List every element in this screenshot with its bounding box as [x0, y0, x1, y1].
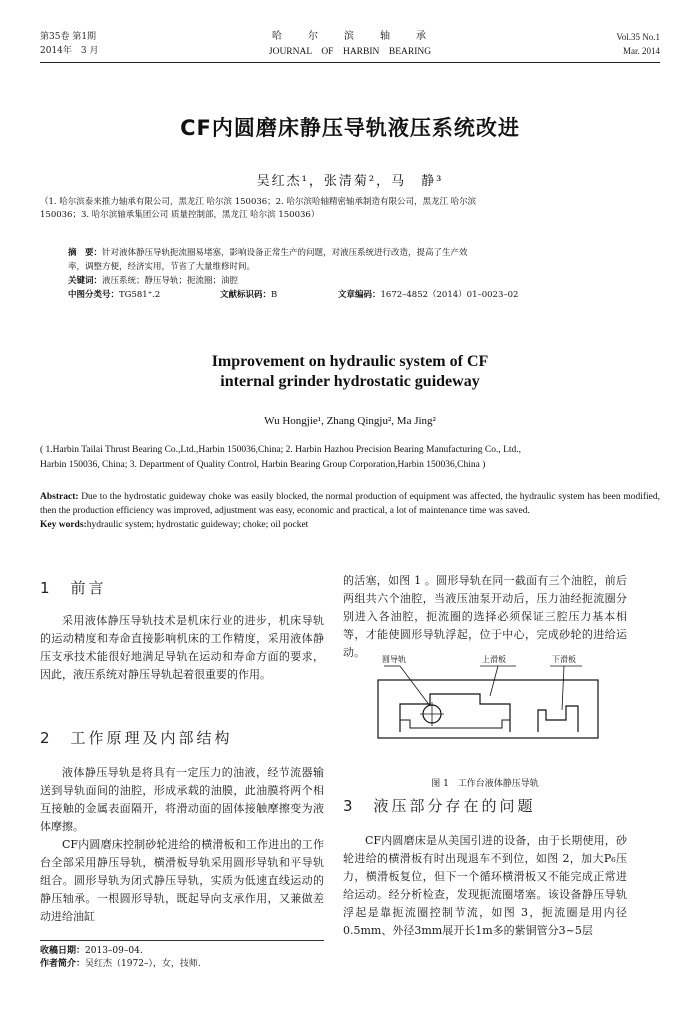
round-guide-leader	[400, 666, 430, 706]
clc-number: TG581⁺.2	[119, 290, 161, 300]
affiliation-en-line2: Harbin 150036, China; 3. Department of Quality Control, Harbin Bearing Group Corporation,Harbin 150036,China )	[40, 460, 486, 470]
received-label: 收稿日期：	[40, 946, 86, 956]
paper-title-en-line1: Improvement on hydraulic system of CF	[211, 353, 489, 370]
section-1-paragraph: 采用液体静压导轨技术是机床行业的进步，机床导轨的运动精度和寿命直接影响机床的工作精度，采用液体静压支承技术能很好地满足导轨在运动和寿命方面的要求，因此，液压系统对静压导轨起着很重要的作用。	[40, 614, 324, 681]
authors-cn: 吴红杰¹，张清菊²，马 静³	[256, 174, 444, 189]
article-id: 1672–4852（2014）01–0023–02	[380, 290, 519, 300]
upper-slide	[400, 694, 510, 732]
label-round-guide: 圆导轨	[382, 655, 406, 664]
footnote-rule	[40, 940, 324, 941]
date-cn: 2014年 3 月	[40, 46, 99, 56]
section-2-paragraph-1: 液体静压导轨是将具有一定压力的油液，经节流器输送到导轨面间的油腔，形成承载的油膜，此油膜将两个相互接触的金属表面隔开，将滑动面的固体接触摩擦变为液体摩擦。	[40, 766, 324, 833]
label-upper-slide: 上滑板	[482, 655, 506, 664]
section-1-heading: 1 前言	[40, 579, 107, 597]
upper-slide-lower	[400, 720, 510, 732]
author-bio-label: 作者简介：	[40, 959, 86, 969]
label-lower-slide: 下滑板	[552, 655, 576, 664]
authors-en: Wu Hongjie¹, Zhang Qingju², Ma Jing²	[264, 415, 436, 427]
date-en: Mar. 2014	[623, 46, 660, 56]
section-3-paragraph: CF内圆磨床是从美国引进的设备，由于长期使用，砂轮进给的横滑板有时出现退车不到位，如图 2，加大P₆压力，横滑板复位，但下一个循环横滑板又不能完成正常进给运动。经分析检查，发现扼流圈堵塞。该设备静压导轨浮起是靠扼流圈控制节流，如图 3，扼流圈是用内径0.5mm、外径3mm展开长1m多的紫铜管分3~5层	[343, 834, 627, 937]
section-2-heading: 2 工作原理及内部结构	[40, 729, 233, 747]
volume-issue-cn: 第35卷 第1期	[40, 32, 97, 42]
abstract-cn	[68, 246, 638, 302]
volume-issue-en: Vol.35 No.1	[616, 32, 660, 42]
section-2-body	[40, 764, 324, 926]
article-id-label: 文章编码：	[338, 290, 381, 300]
keywords-cn: 液压系统；静压导轨；扼流圈；油腔	[102, 276, 239, 286]
header-rule	[40, 62, 660, 63]
section-3-heading: 3 液压部分存在的问题	[343, 797, 536, 815]
abstract-cn-label: 摘 要：	[68, 248, 103, 258]
lower-slide-leader	[562, 666, 564, 710]
affiliation-cn-line2: 150036；3. 哈尔滨轴承集团公司 质量控制部，黑龙江 哈尔滨 150036）	[40, 210, 320, 220]
paper-title-cn: CF内圆磨床静压导轨液压系统改进	[180, 116, 520, 140]
received-date: 2013–09–04.	[85, 946, 143, 956]
abstract-en	[40, 490, 660, 532]
abstract-cn-text-1: 针对液体静压导轨扼流圈易堵塞，影响设备正常生产的问题，对液压系统进行改造，提高了生产效	[102, 248, 468, 258]
guideway-diagram	[370, 654, 605, 770]
figure-1-caption: 图 1 工作台液体静压导轨	[431, 779, 539, 789]
journal-name-en: JOURNAL OF HARBIN BEARING	[268, 47, 432, 57]
abstract-en-label: Abstract:	[40, 492, 79, 502]
section-1-body	[40, 612, 324, 684]
right-column-continuation	[343, 572, 627, 662]
keywords-en: hydraulic system; hydrostatic guideway; choke; oil pocket	[86, 520, 309, 530]
upper-slide-leader	[490, 666, 498, 696]
doc-code-label: 文献标识码：	[220, 290, 272, 300]
affiliation-en	[40, 443, 665, 473]
doc-code: B	[271, 290, 278, 300]
keywords-en-label: Key words:	[40, 520, 87, 530]
affiliation-cn-line1: （1. 哈尔滨泰来推力轴承有限公司，黑龙江 哈尔滨 150036；2. 哈尔滨哈轴精密轴承制造有限公司，黑龙江 哈尔滨	[40, 197, 477, 207]
figure-1	[370, 654, 605, 770]
lower-slide	[538, 706, 578, 732]
journal-name-cn: 哈 尔 滨 轴 承	[272, 31, 428, 42]
section-2-paragraph-2: CF内圆磨床控制砂轮进给的横滑板和工作进出的工作台全部采用静压导轨，横滑板导轨采用圆形导轨和平导轨组合。圆形导轨为闭式静压导轨，实质为低速直线运动的静压轴承。一根圆形导轨，既起导向支承作用，又兼做差动进给油缸	[40, 838, 324, 923]
keywords-cn-label: 关键词：	[68, 276, 103, 286]
base-frame	[378, 680, 598, 738]
paper-title-en-line2: internal grinder hydrostatic guideway	[220, 373, 480, 390]
clc-label: 中图分类号：	[68, 290, 120, 300]
abstract-en-text: Due to the hydrostatic guideway choke was easily blocked, the normal production of equipment was affected, the hydraulic system has been modified, then the production efficiency was improved, adjustment was easy, economic and practical, a lot of maintenance time was saved.	[40, 492, 660, 516]
footnote	[40, 945, 324, 971]
section-2-paragraph-2-cont: 的活塞，如图 1 。圆形导轨在同一截面有三个油腔，前后两组共六个油腔，当液压油泵开动后，压力油经扼流圈分别进入各油腔，扼流圈的选择必须保证三腔压力基本相等，才能使圆形导轨浮起，位于中心，完成砂轮的进给运动。	[343, 574, 627, 659]
paper-title-en	[0, 352, 700, 392]
author-bio: 吴红杰（1972–），女，技师.	[85, 959, 201, 969]
section-3-body	[343, 832, 627, 940]
affiliation-en-line1: ( 1.Harbin Tailai Thrust Bearing Co.,Ltd.,Harbin 150036,China; 2. Harbin Hazhou Precision Bearing Manufacturing Co., Ltd.,	[40, 445, 522, 455]
abstract-cn-text-2: 率，调整方便，经济实用，节省了大量维修时间。	[68, 262, 256, 272]
